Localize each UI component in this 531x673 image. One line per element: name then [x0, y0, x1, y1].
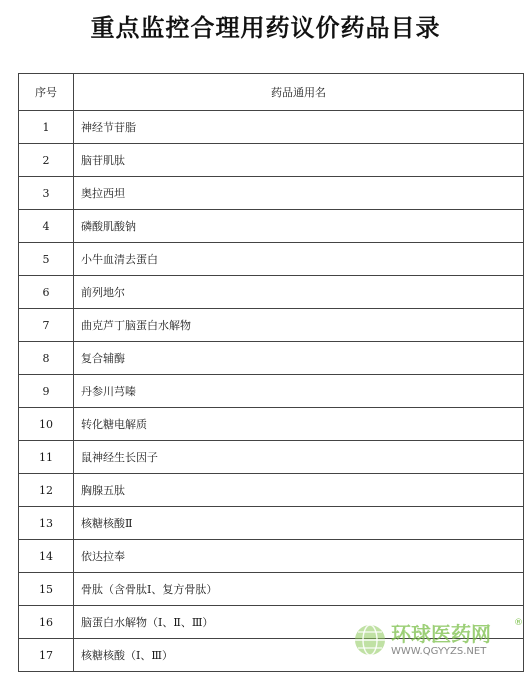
row-serial-number: 6	[19, 276, 74, 309]
row-serial-number: 15	[19, 573, 74, 606]
row-drug-name: 骨肽（含骨肽Ⅰ、复方骨肽）	[74, 573, 524, 606]
drug-list-table	[18, 73, 524, 672]
row-drug-name: 奥拉西坦	[74, 177, 524, 210]
table-row	[19, 507, 524, 540]
row-drug-name: 依达拉奉	[74, 540, 524, 573]
globe-icon	[353, 623, 387, 657]
row-serial-number: 11	[19, 441, 74, 474]
row-serial-number: 4	[19, 210, 74, 243]
row-drug-name: 前列地尔	[74, 276, 524, 309]
site-watermark	[353, 618, 525, 662]
row-serial-number: 12	[19, 474, 74, 507]
row-drug-name: 胸腺五肽	[74, 474, 524, 507]
row-serial-number: 8	[19, 342, 74, 375]
row-drug-name: 核糖核酸（Ⅰ、Ⅲ）	[74, 639, 524, 672]
row-serial-number: 17	[19, 639, 74, 672]
table-row	[19, 408, 524, 441]
table-row	[19, 375, 524, 408]
row-serial-number: 3	[19, 177, 74, 210]
row-drug-name: 丹参川芎嗪	[74, 375, 524, 408]
watermark-site-name: 环球医药网	[391, 621, 491, 646]
row-serial-number: 1	[19, 111, 74, 144]
row-drug-name: 曲克芦丁脑蛋白水解物	[74, 309, 524, 342]
row-drug-name: 脑蛋白水解物（Ⅰ、Ⅱ、Ⅲ）	[74, 606, 524, 639]
row-drug-name: 小牛血清去蛋白	[74, 243, 524, 276]
watermark-url: WWW.QGYYZS.NET	[391, 645, 487, 657]
table-header-row	[19, 74, 524, 111]
row-serial-number: 13	[19, 507, 74, 540]
row-drug-name: 脑苷肌肽	[74, 144, 524, 177]
row-drug-name: 磷酸肌酸钠	[74, 210, 524, 243]
row-serial-number: 9	[19, 375, 74, 408]
table-body	[19, 111, 524, 672]
row-serial-number: 5	[19, 243, 74, 276]
row-serial-number: 2	[19, 144, 74, 177]
row-drug-name: 鼠神经生长因子	[74, 441, 524, 474]
table-row	[19, 309, 524, 342]
table-row	[19, 474, 524, 507]
header-drug-name: 药品通用名	[74, 74, 524, 111]
row-drug-name: 核糖核酸Ⅱ	[74, 507, 524, 540]
row-serial-number: 14	[19, 540, 74, 573]
table-row	[19, 276, 524, 309]
row-serial-number: 10	[19, 408, 74, 441]
table-row	[19, 243, 524, 276]
table-row	[19, 342, 524, 375]
row-drug-name: 神经节苷脂	[74, 111, 524, 144]
row-serial-number: 16	[19, 606, 74, 639]
table-row	[19, 540, 524, 573]
row-drug-name: 复合辅酶	[74, 342, 524, 375]
table-row	[19, 177, 524, 210]
table-row	[19, 144, 524, 177]
document-title: 重点监控合理用药议价药品目录	[90, 14, 441, 42]
registered-mark: ®	[514, 618, 523, 628]
table-row	[19, 210, 524, 243]
header-serial-number: 序号	[19, 74, 74, 111]
row-serial-number: 7	[19, 309, 74, 342]
table-row	[19, 573, 524, 606]
row-drug-name: 转化糖电解质	[74, 408, 524, 441]
table-row	[19, 441, 524, 474]
table-row	[19, 111, 524, 144]
